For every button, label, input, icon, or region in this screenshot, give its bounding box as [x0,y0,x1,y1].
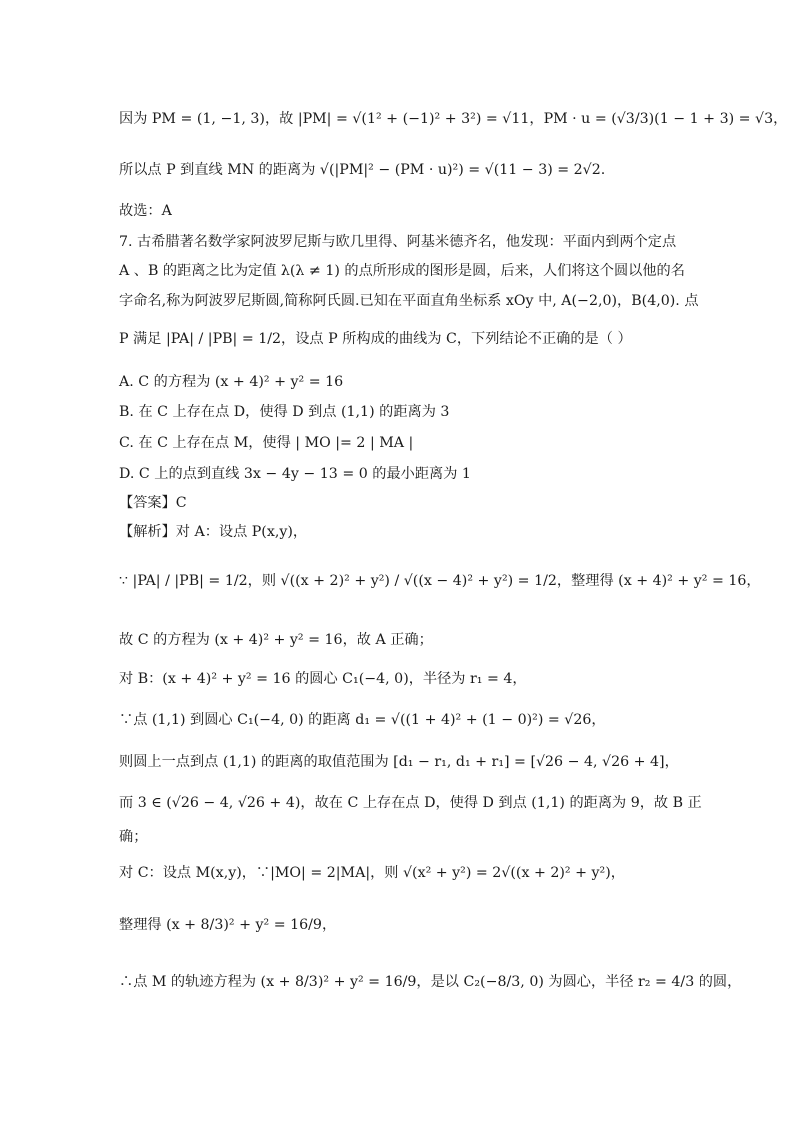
analysis-line: 【解析】对 A：设点 P(x,y)， [119,524,308,540]
analysis-line: ∴点 M 的轨迹方程为 (x + 8/3)² + y² = 16/9，是以 C₂(−8/3, 0) 为圆心，半径 r₂ = 4/3 的圆， [119,974,742,990]
option-d: D. C 上的点到直线 3x − 4y − 13 = 0 的最小距离为 1 [119,466,471,482]
analysis-line: 对 B：(x + 4)² + y² = 16 的圆心 C₁(−4, 0)，半径为 r₁ = 4， [119,671,527,687]
question-line: P 满足 |PA| / |PB| = 1/2，设点 P 所构成的曲线为 C，下列结论不正确的是（ ） [119,331,632,347]
question-line: 字命名,称为阿波罗尼斯圆,简称阿氏圆.已知在平面直角坐标系 xOy 中, A(−2,0)，B(4,0). 点 [119,293,699,309]
text-line: 因为 PM = (1, −1, 3)，故 |PM| = √(1² + (−1)² + 3²) = √11，PM · u = (√3/3)(1 − 1 + 3) = √3， [119,111,788,127]
option-a: A. C 的方程为 (x + 4)² + y² = 16 [119,374,344,390]
analysis-line: 对 C：设点 M(x,y)，∵|MO| = 2|MA|，则 √(x² + y²) = 2√((x + 2)² + y²)， [119,865,625,881]
analysis-line: ∵点 (1,1) 到圆心 C₁(−4, 0) 的距离 d₁ = √((1 + 4)² + (1 − 0)²) = √26， [119,712,606,728]
analysis-line: 整理得 (x + 8/3)² + y² = 16/9， [119,917,337,933]
analysis-line: 则圆上一点到点 (1,1) 的距离的取值范围为 [d₁ − r₁, d₁ + r₁] = [√26 − 4, √26 + 4]， [119,754,679,770]
analysis-line: ∵ |PA| / |PB| = 1/2，则 √((x + 2)² + y²) / √((x − 4)² + y²) = 1/2，整理得 (x + 4)² + y² = 16， [119,573,761,589]
question-line: 7. 古希腊著名数学家阿波罗尼斯与欧几里得、阿基米德齐名，他发现：平面内到两个定点 [119,234,677,250]
option-c: C. 在 C 上存在点 M，使得 | MO |= 2 | MA | [119,435,414,451]
analysis-line: 确； [119,829,148,845]
text-line: 所以点 P 到直线 MN 的距离为 √(|PM|² − (PM · u)²) = √(11 − 3) = 2√2. [119,162,606,178]
text-line: 故选：A [119,203,172,219]
analysis-line: 而 3 ∈ (√26 − 4, √26 + 4)，故在 C 上存在点 D，使得 D 到点 (1,1) 的距离为 9，故 B 正 [119,795,702,811]
answer-line: 【答案】C [119,495,187,511]
analysis-line: 故 C 的方程为 (x + 4)² + y² = 16，故 A 正确； [119,632,433,648]
question-line: A 、B 的距离之比为定值 λ(λ ≠ 1) 的点所形成的图形是圆，后来，人们将这个圆以他的名 [119,263,685,279]
option-b: B. 在 C 上存在点 D，使得 D 到点 (1,1) 的距离为 3 [119,404,450,420]
